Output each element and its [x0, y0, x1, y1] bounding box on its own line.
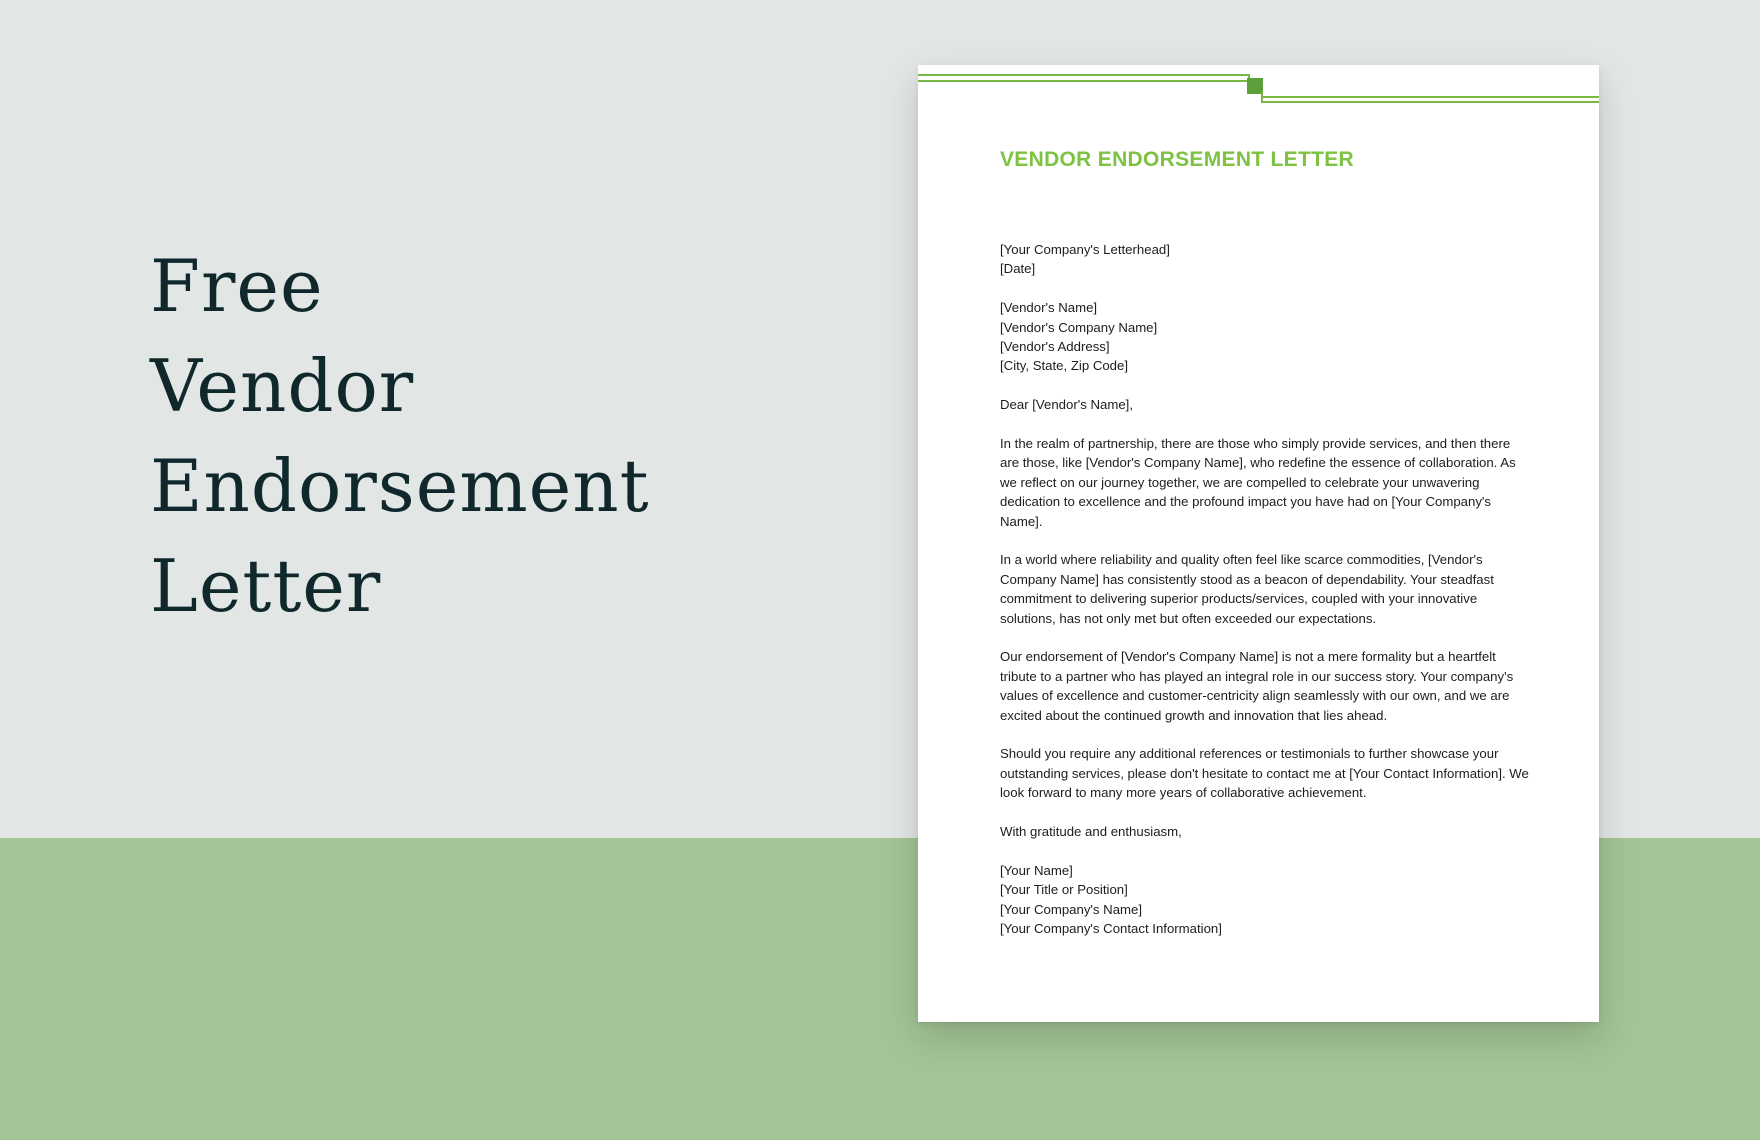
hero-title-line: Free	[150, 244, 324, 328]
recipient-line: [Vendor's Address]	[1000, 339, 1110, 355]
hero-title-line: Vendor	[150, 344, 415, 428]
signature-line: [Your Name]	[1000, 862, 1073, 878]
letter-document	[918, 65, 1599, 1022]
header-decoration-line	[1263, 96, 1599, 98]
header-decoration-line	[918, 74, 1248, 76]
sender-block	[1000, 240, 1530, 279]
recipient-line: [Vendor's Name]	[1000, 300, 1098, 316]
sender-line: [Your Company's Letterhead]	[1000, 242, 1170, 257]
header-decoration-line	[1263, 101, 1599, 103]
body-paragraph: In a world where reliability and quality often feel like scarce commodities, [Vendor's Company Name] has consistently stood as a beacon of dependability. Your steadfast commitment to delivering superior products/services, coupled with your innovative solutions, has not only met but often exceeded our expectations.	[1000, 552, 1494, 626]
body-paragraph: In the realm of partnership, there are those who simply provide services, and then there are those, like [Vendor's Company Name], who redefine the essence of collaboration. As we reflect on our journey together, we are compelled to celebrate your unwavering dedication to excellence and the profound impact you have had on [Your Company's Name].	[1000, 436, 1516, 529]
body-paragraph: Our endorsement of [Vendor's Company Name] is not a mere formality but a heartfelt tribute to a partner who has played an integral role in our success story. Your company's values of excellence and customer-centricity align seamlessly with our own, and we are excited about the continued growth and innovation that lies ahead.	[1000, 649, 1514, 723]
salutation: Dear [Vendor's Name],	[1000, 397, 1133, 413]
recipient-line: [City, State, Zip Code]	[1000, 358, 1129, 374]
hero-title-line: Endorsement	[150, 444, 650, 528]
signature-line: [Your Company's Contact Information]	[1000, 921, 1222, 937]
sender-line: [Date]	[1000, 261, 1036, 277]
document-title: VENDOR ENDORSEMENT LETTER	[1000, 148, 1355, 171]
recipient-block	[1000, 298, 1530, 376]
recipient-line: [Vendor's Company Name]	[1000, 319, 1158, 335]
header-decoration-line	[918, 80, 1248, 82]
body-paragraph: Should you require any additional references or testimonials to further showcase your outstanding services, please don't hesitate to contact me at [Your Contact Information]. We look forward to many more years of collaborative achievement.	[1000, 746, 1529, 801]
hero-title-line: Letter	[150, 544, 382, 628]
signature-line: [Your Company's Name]	[1000, 901, 1143, 917]
closing: With gratitude and enthusiasm,	[1000, 824, 1182, 840]
signature-block	[1000, 861, 1530, 939]
hero-title	[150, 236, 650, 636]
signature-line: [Your Title or Position]	[1000, 882, 1128, 898]
letter-body	[1000, 240, 1530, 958]
